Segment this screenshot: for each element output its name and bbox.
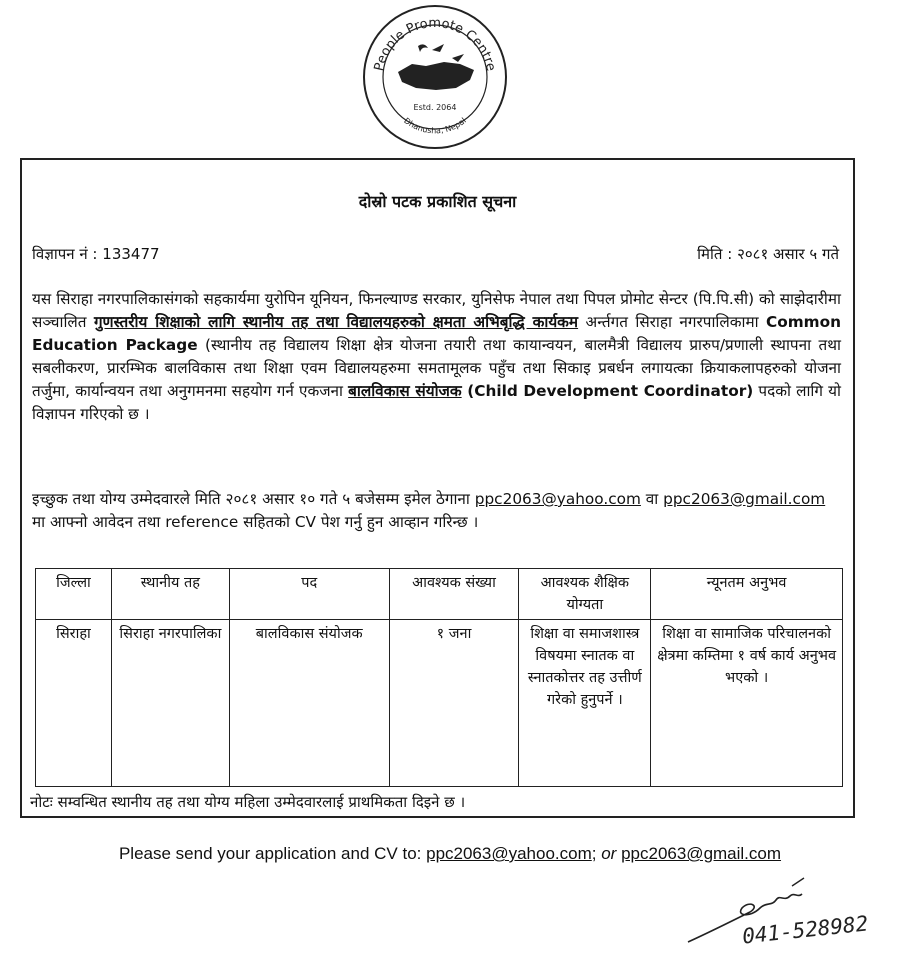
ad-number-value: 133477: [102, 245, 160, 263]
date-value: २०८१ असार ५ गते: [737, 245, 839, 263]
para1-text: पदको लागि यो विज्ञापन गरिएको छ ।: [32, 382, 841, 423]
para1-text: यस सिराहा नगरपालिकासंगको सहकार्यमा युरोपिन यूनियन, फिनल्याण्ड सरकार, युनिसेफ नेपाल तथा पिपल प्रोमोट सेन्टर (पि.पि.सी) को साझेदारीमा सञ्चालित: [32, 290, 841, 331]
para1-text: अर्न्तगत सिराहा नगरपालिकामा: [578, 313, 766, 331]
notice-box: [20, 158, 855, 818]
table-cell: सिराहा नगरपालिका: [111, 620, 229, 787]
position-name: बालविकास संयोजक: [348, 382, 462, 400]
para2-text: वा: [640, 490, 664, 508]
position-name-en: (Child Development Coordinator): [461, 382, 754, 400]
logo-location: Dhanusha, Nepal: [402, 116, 468, 136]
vacancy-table: [35, 568, 843, 787]
table-header-row: [36, 569, 843, 620]
notice-title: दोस्रो पटक प्रकाशित सूचना: [358, 192, 517, 211]
table-row: [36, 620, 843, 787]
package-name: Common Education Package: [32, 313, 841, 354]
footer-email-yahoo[interactable]: ppc2063@yahoo.com: [426, 844, 592, 863]
col-header: स्थानीय तह: [111, 569, 229, 620]
col-header: न्यूनतम अनुभव: [651, 569, 843, 620]
email-link-yahoo[interactable]: ppc2063@yahoo.com: [474, 490, 641, 508]
program-name: गुणस्तरीय शिक्षाको लागि स्थानीय तह तथा विद्यालयहरुको क्षमता अभिबृद्धि कार्यकम: [93, 313, 579, 331]
table-cell: सिराहा: [36, 620, 112, 787]
ad-number: [32, 244, 160, 264]
ppc-logo: [360, 2, 510, 152]
description-paragraph: [32, 288, 841, 426]
footer-or: or: [601, 844, 617, 863]
footer-line: [0, 844, 900, 864]
footer-separator: ;: [591, 844, 602, 863]
logo-estd: Estd. 2064: [413, 103, 457, 112]
col-header: आवश्यक संख्या: [389, 569, 519, 620]
table-cell: शिक्षा वा समाजशास्त्र विषयमा स्नातक वा स्नातकोत्तर तह उत्तीर्ण गरेको हुनुपर्ने ।: [519, 620, 651, 787]
moon-icon: [418, 44, 428, 52]
nepal-map-icon: [398, 62, 474, 90]
footer-text: Please send your application and CV to:: [118, 844, 427, 863]
col-header: जिल्ला: [36, 569, 112, 620]
application-paragraph: [32, 488, 841, 534]
table-cell: बालविकास संयोजक: [229, 620, 389, 787]
table-cell: शिक्षा वा सामाजिक परिचालनको क्षेत्रमा कम्तिमा १ वर्ष कार्य अनुभव भएको ।: [651, 620, 843, 787]
para2-text: मा आफ्नो आवेदन तथा reference सहितको CV पेश गर्नु हुन आव्हान गरिन्छ ।: [32, 513, 479, 531]
col-header: आवश्यक शैक्षिक योग्यता: [519, 569, 651, 620]
footer-email-gmail[interactable]: ppc2063@gmail.com: [621, 844, 782, 863]
table-cell: १ जना: [389, 620, 519, 787]
col-header: पद: [229, 569, 389, 620]
phone-number: 041-528982: [741, 911, 870, 949]
bird-icon: [432, 44, 464, 62]
date-label: मिति :: [697, 245, 733, 263]
logo-org-name: People Promote Centre: [371, 15, 499, 73]
para1-text: (स्थानीय तह विद्यालय शिक्षा क्षेत्र योजना तयारी तथा कायान्वयन, बालमैत्री विद्यालय प्रारुप/प्रणाली स्थापना तथा सबलीकरण, प्रारम्भिक बालविकास तथा शिक्षा एवम विद्यालयहरुमा समतामूलक पहुँच तथा सिकाइ प्रबर्धन लगायत्का क्रियाकलापहरुको योजना तर्जुमा, कार्यान्वयन तथा अनुगमनमा सहयोग गर्न एकजना: [32, 336, 841, 400]
note-text: नोटः सम्वन्धित स्थानीय तह तथा योग्य महिला उम्मेदवारलाई प्राथमिकता दिइने छ ।: [30, 793, 466, 811]
para2-text: इच्छुक तथा योग्य उम्मेदवारले मिति २०८१ असार १० गते ५ बजेसम्म इमेल ठेगाना: [32, 490, 475, 508]
notice-date: [697, 244, 839, 264]
email-link-gmail[interactable]: ppc2063@gmail.com: [663, 490, 826, 508]
ad-number-label: विज्ञापन नं :: [32, 245, 98, 263]
